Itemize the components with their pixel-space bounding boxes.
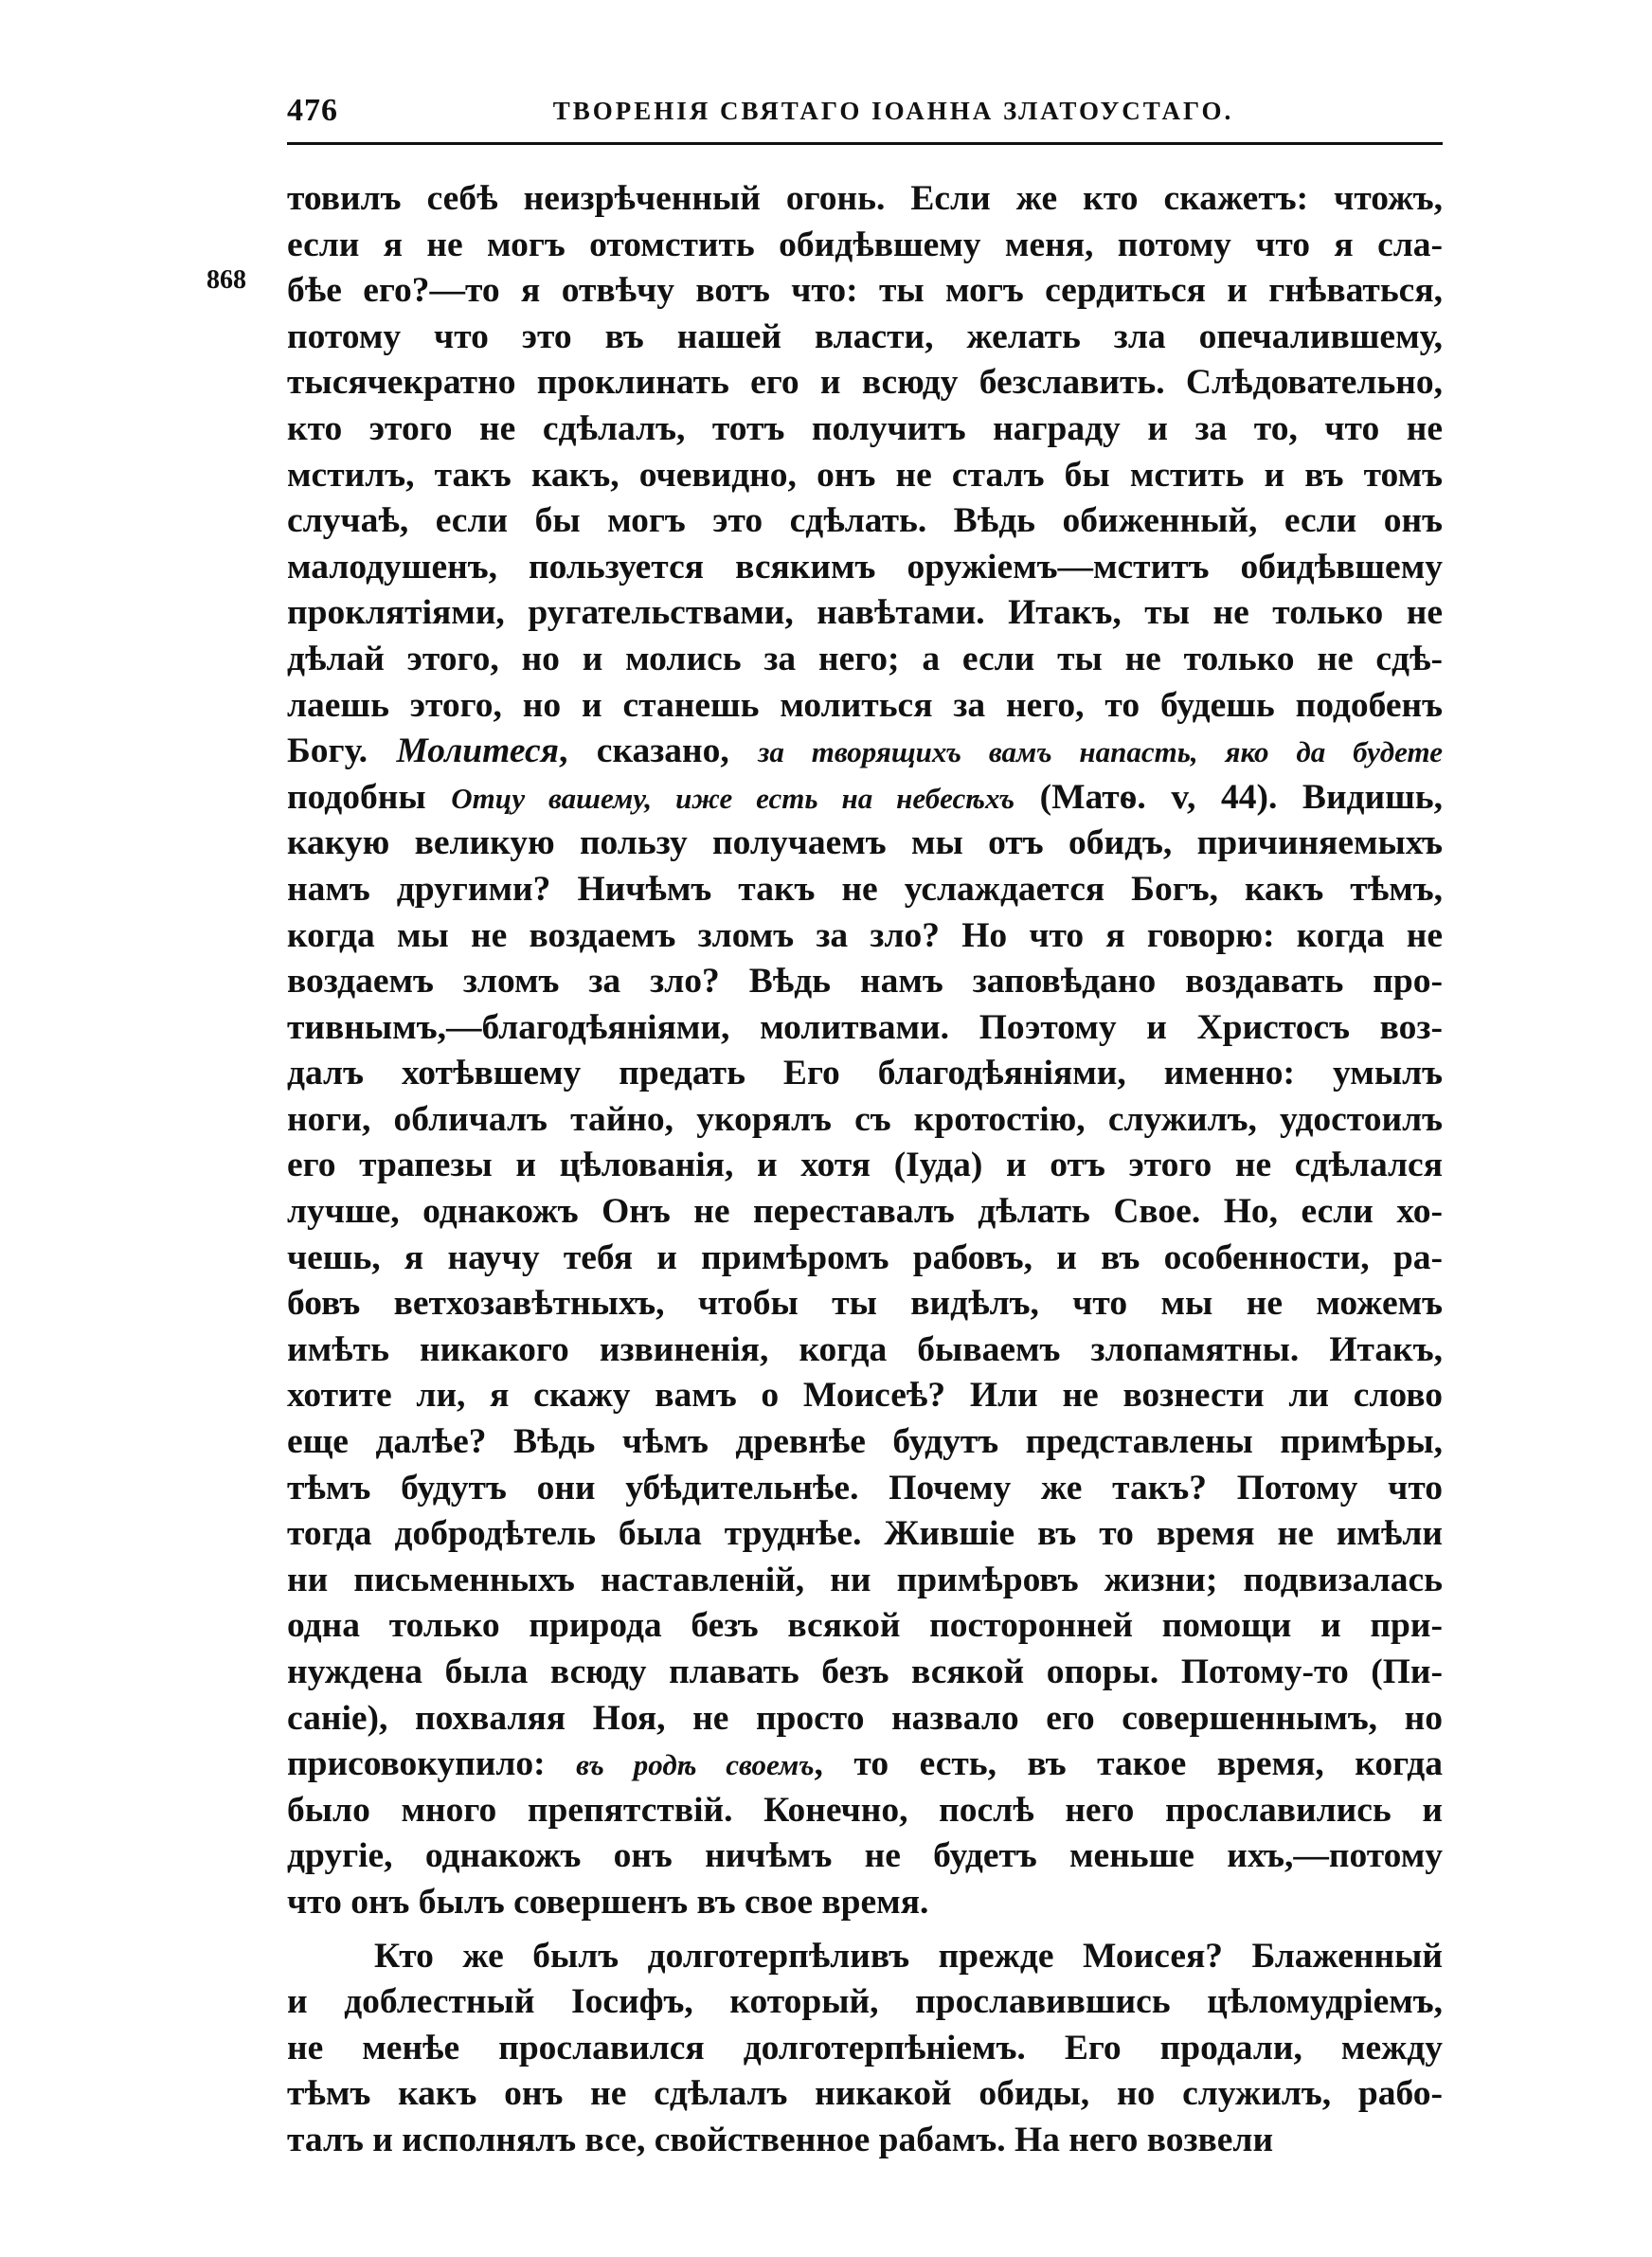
text-line <box>287 498 1443 545</box>
text-line <box>287 2026 1443 2072</box>
text-line <box>287 1281 1443 1327</box>
text-segment: мстилъ, такъ какъ, очевидно, онъ не сталъ бы мстить и въ томъ <box>287 455 1443 495</box>
text-line <box>287 1097 1443 1144</box>
text-line <box>287 2118 1443 2164</box>
text-line <box>287 1511 1443 1558</box>
body-text <box>287 176 1443 2164</box>
text-line <box>287 1419 1443 1466</box>
text-segment: случаѣ, если бы могъ это сдѣлать. Вѣдь обиженный, если онъ <box>287 501 1443 541</box>
text-line <box>287 1005 1443 1052</box>
text-line <box>287 1603 1443 1650</box>
text-line <box>287 360 1443 406</box>
margin-column-number: 868 <box>206 265 246 295</box>
text-segment: чешь, я научу тебя и примѣромъ рабовъ, и въ особенности, ра- <box>287 1237 1443 1277</box>
text-line <box>287 959 1443 1005</box>
text-segment: если я не могъ отомстить обидѣвшему меня, потому что я сла- <box>287 225 1443 264</box>
text-line <box>287 1934 1443 1980</box>
text-line <box>287 453 1443 499</box>
text-line <box>287 1979 1443 2026</box>
text-line <box>287 1650 1443 1696</box>
text-line <box>287 1236 1443 1282</box>
text-segment: другіе, однакожъ онъ ничѣмъ не будетъ меньше ихъ,—потому <box>287 1836 1443 1876</box>
italic-quotation: за творящихъ вамъ напасть, яко да будете <box>758 735 1443 769</box>
text-segment: какую великую пользу получаемъ мы отъ обидъ, причиняемыхъ <box>287 823 1443 863</box>
text-line <box>287 821 1443 867</box>
text-segment: лаешь этого, но и станешь молиться за него, то будешь подобенъ <box>287 685 1443 725</box>
text-segment: его трапезы и цѣлованія, и хотя (Іуда) и отъ этого не сдѣлался <box>287 1146 1443 1185</box>
text-line <box>287 590 1443 637</box>
text-line <box>287 315 1443 361</box>
text-segment: , то есть, въ такое время, когда <box>814 1744 1443 1784</box>
text-segment: нуждена была всюду плавать безъ всякой опоры. Потому-то (Пи- <box>287 1652 1443 1691</box>
text-line <box>287 867 1443 913</box>
text-segment: саніе), похваляя Ноя, не просто назвало его совершеннымъ, но <box>287 1698 1443 1738</box>
text-segment: Кто же былъ долготерпѣливъ прежде Моисея? Блаженный <box>374 1936 1443 1976</box>
text-segment: талъ и исполнялъ все, свойственное рабамъ. На него возвели <box>287 2120 1274 2159</box>
text-segment: товилъ себѣ неизрѣченный огонь. Если же кто скажетъ: чтожъ, <box>287 179 1443 218</box>
text-segment: имѣть никакого извиненія, когда бываемъ злопамятны. Итакъ, <box>287 1329 1443 1369</box>
text-segment: хотите ли, я скажу вамъ о Моисеѣ? Или не вознести ли слово <box>287 1376 1443 1416</box>
text-line <box>287 223 1443 269</box>
text-segment: не менѣе прославился долготерпѣніемъ. Его продали, между <box>287 2028 1443 2067</box>
header-rule <box>287 142 1443 145</box>
text-segment: что онъ былъ совершенъ въ свое время. <box>287 1882 929 1922</box>
text-segment: малодушенъ, пользуется всякимъ оружіемъ—мститъ обидѣвшему <box>287 547 1443 587</box>
text-line <box>287 2071 1443 2118</box>
text-segment: воздаемъ зломъ за зло? Вѣдь намъ заповѣдано воздавать про- <box>287 962 1443 1002</box>
italic-quotation: въ родѣ своемъ <box>576 1748 815 1782</box>
text-line <box>287 913 1443 960</box>
text-segment: бѣе его?—то я отвѣчу вотъ что: ты могъ сердиться и гнѣваться, <box>287 271 1443 311</box>
text-segment: кто этого не сдѣлалъ, тотъ получитъ награду и за то, что не <box>287 408 1443 448</box>
text-line <box>287 268 1443 315</box>
text-line <box>287 176 1443 223</box>
text-segment: одна только природа безъ всякой посторонней помощи и при- <box>287 1606 1443 1646</box>
text-line <box>287 637 1443 683</box>
text-segment: тѣмъ какъ онъ не сдѣлалъ никакой обиды, но служилъ, рабо- <box>287 2074 1443 2114</box>
text-segment: ноги, обличалъ тайно, укорялъ съ кротостію, служилъ, удостоилъ <box>287 1099 1443 1139</box>
text-segment: присовокупило: <box>287 1744 577 1784</box>
text-line <box>287 1327 1443 1374</box>
text-line <box>287 775 1443 822</box>
paragraph-gap <box>287 1926 1443 1934</box>
text-line <box>287 1466 1443 1512</box>
italic-quotation: Молитеся <box>396 731 559 771</box>
text-segment: (Матѳ. v, 44). Видишь, <box>1015 777 1443 817</box>
text-segment: , сказано, <box>558 731 759 771</box>
text-segment: еще далѣе? Вѣдь чѣмъ древнѣе будутъ представлены примѣры, <box>287 1422 1443 1462</box>
text-segment: ни письменныхъ наставленій, ни примѣровъ жизни; подвизалась <box>287 1560 1443 1599</box>
text-segment: намъ другими? Ничѣмъ такъ не услаждается Богъ, какъ тѣмъ, <box>287 869 1443 909</box>
text-segment: подобны <box>287 777 452 817</box>
text-line <box>287 729 1443 775</box>
text-segment: тивнымъ,—благодѣяніями, молитвами. Поэтому и Христосъ воз- <box>287 1007 1443 1047</box>
text-line <box>287 1696 1443 1742</box>
text-segment: Богу. <box>287 731 397 771</box>
text-line <box>287 1833 1443 1880</box>
text-segment: и доблестный Іосифъ, который, прославившись цѣломудріемъ, <box>287 1982 1443 2022</box>
text-line <box>287 1189 1443 1236</box>
text-segment: бовъ ветхозавѣтныхъ, чтобы ты видѣлъ, что мы не можемъ <box>287 1284 1443 1324</box>
text-segment: проклятіями, ругательствами, навѣтами. Итакъ, ты не только не <box>287 593 1443 633</box>
text-segment: потому что это въ нашей власти, желать зла опечалившему, <box>287 316 1443 356</box>
text-line <box>287 1051 1443 1097</box>
page-header <box>287 93 1443 136</box>
text-line <box>287 1880 1443 1926</box>
text-line <box>287 683 1443 730</box>
page-number: 476 <box>287 93 338 128</box>
text-line <box>287 1558 1443 1604</box>
text-segment: тысячекратно проклинать его и всюду безславить. Слѣдовательно, <box>287 363 1443 403</box>
text-line <box>287 1788 1443 1834</box>
text-segment: когда мы не воздаемъ зломъ за зло? Но что я говорю: когда не <box>287 915 1443 955</box>
running-title: ТВОРЕНІЯ СВЯТАГО ІОАННА ЗЛАТОУСТАГО. <box>552 97 1234 125</box>
text-segment: было много препятствій. Конечно, послѣ него прославились и <box>287 1790 1443 1830</box>
text-line <box>287 1742 1443 1788</box>
text-line <box>287 545 1443 591</box>
text-segment: тогда добродѣтель была труднѣе. Жившіе въ то время не имѣли <box>287 1514 1443 1554</box>
text-segment: лучше, однакожъ Онъ не переставалъ дѣлать Свое. Но, если хо- <box>287 1192 1443 1232</box>
text-segment: тѣмъ будутъ они убѣдительнѣе. Почему же такъ? Потому что <box>287 1468 1443 1508</box>
text-segment: далъ хотѣвшему предать Его благодѣяніями, именно: умылъ <box>287 1054 1443 1093</box>
italic-quotation: Отцу вашему, иже есть на небесѣхъ <box>451 781 1015 815</box>
text-line <box>287 1143 1443 1189</box>
text-line <box>287 406 1443 453</box>
text-segment: дѣлай этого, но и молись за него; а если ты не только не сдѣ- <box>287 639 1443 678</box>
text-line <box>287 1373 1443 1419</box>
